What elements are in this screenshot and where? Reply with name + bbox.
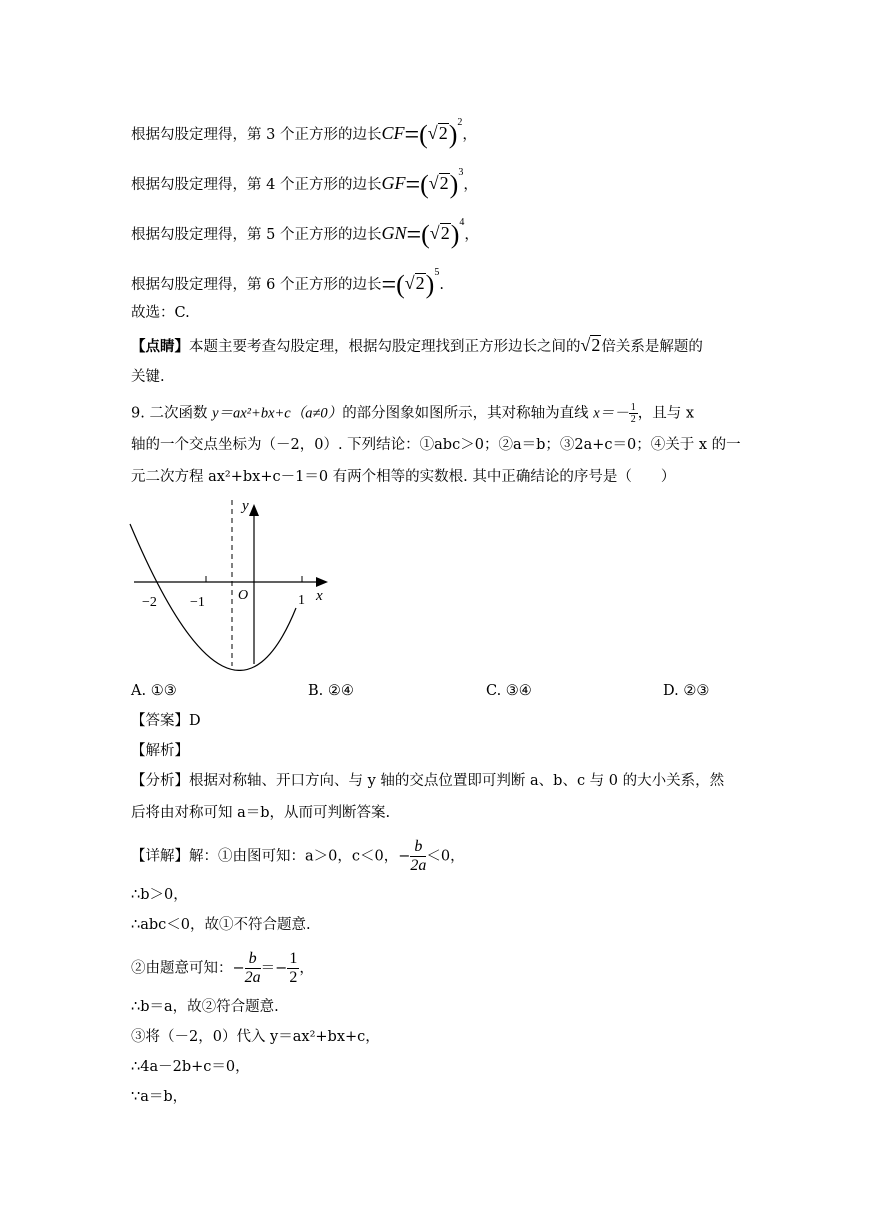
step-4: ∴b＝a，故②符合题意.: [131, 999, 279, 1015]
question-line-3: 元二次方程 ax²+bx+c－1＝0 有两个相等的实数根. 其中正确结论的序号是（ ）: [131, 469, 676, 485]
fenxi-line: 【分析】根据对称轴、开口方向、与 y 轴的交点位置即可判断 a、b、c 与 0 的大小关系，然: [131, 773, 725, 789]
tick-label-minus-1: −1: [190, 595, 205, 610]
option-c: C. ③④: [486, 683, 532, 699]
option-a: A. ①③: [131, 683, 177, 699]
x-label: x: [316, 588, 323, 604]
y-label: y: [242, 498, 249, 514]
sqrt-2: √2: [427, 123, 448, 143]
detail-line: 【详解】解：①由图可知：a＞0，c＜0，− $\frac{b}{2a}$ ＜0，: [131, 838, 465, 874]
question-line-2: 轴的一个交点坐标为（－2，0）. 下列结论：①abc＞0；②a＝b；③2a+c＝0；④关于 x 的一: [131, 437, 741, 453]
y-axis-arrow: [249, 504, 259, 516]
tick-label-minus-2: −2: [142, 595, 157, 610]
text-line-cf: 根据勾股定理得，第 3 个正方形的边长$CF=(√2)^2$，: [131, 117, 477, 149]
fenxi-line-2: 后将由对称可知 a＝b，从而可判断答案.: [131, 805, 391, 821]
text-line-gn: 根据勾股定理得，第 5 个正方形的边长$GN=(√2)^4$，: [131, 217, 479, 249]
comment-line: 【点睛】本题主要考查勾股定理，根据勾股定理找到正方形边长之间的√2倍关系是解题的: [131, 335, 703, 355]
step-5: ③将（－2，0）代入 y＝ax²+bx+c，: [131, 1029, 380, 1045]
option-d: D. ②③: [663, 683, 710, 699]
answer-line: 【答案】D: [131, 713, 201, 729]
parabola-graph: [128, 496, 338, 671]
question-line-1: 9. 二次函数 y＝ax²+bx+c（a≠0）的部分图象如图所示，其对称轴为直线 x＝－ $\frac{1}{2}$ ，且与 x: [131, 402, 695, 425]
option-b: B. ②④: [308, 683, 354, 699]
text-line-sixth: 根据勾股定理得，第 6 个正方形的边长$=(√2)^5$.: [131, 267, 444, 299]
step-2: ∴abc＜0，故①不符合题意.: [131, 917, 311, 933]
tick-label-1: 1: [298, 593, 305, 608]
analysis-line: 【解析】: [131, 743, 189, 759]
step-1: ∴b＞0，: [131, 887, 188, 903]
choose-line: 故选：C.: [131, 305, 190, 321]
step-7: ∵a＝b，: [131, 1089, 188, 1105]
text-line-gf: 根据勾股定理得，第 4 个正方形的边长$GF=(√2)^3$，: [131, 167, 478, 199]
origin-label: O: [238, 588, 249, 603]
step-6: ∴4a－2b+c＝0，: [131, 1059, 250, 1075]
var-cf: CF: [381, 123, 405, 143]
step-3: ②由题意可知：− $\frac{b}{2a}$ ＝− $\frac{1}{2}$ ，: [131, 950, 314, 986]
comment-line-2: 关键.: [131, 369, 165, 385]
x-axis-arrow: [316, 577, 328, 587]
